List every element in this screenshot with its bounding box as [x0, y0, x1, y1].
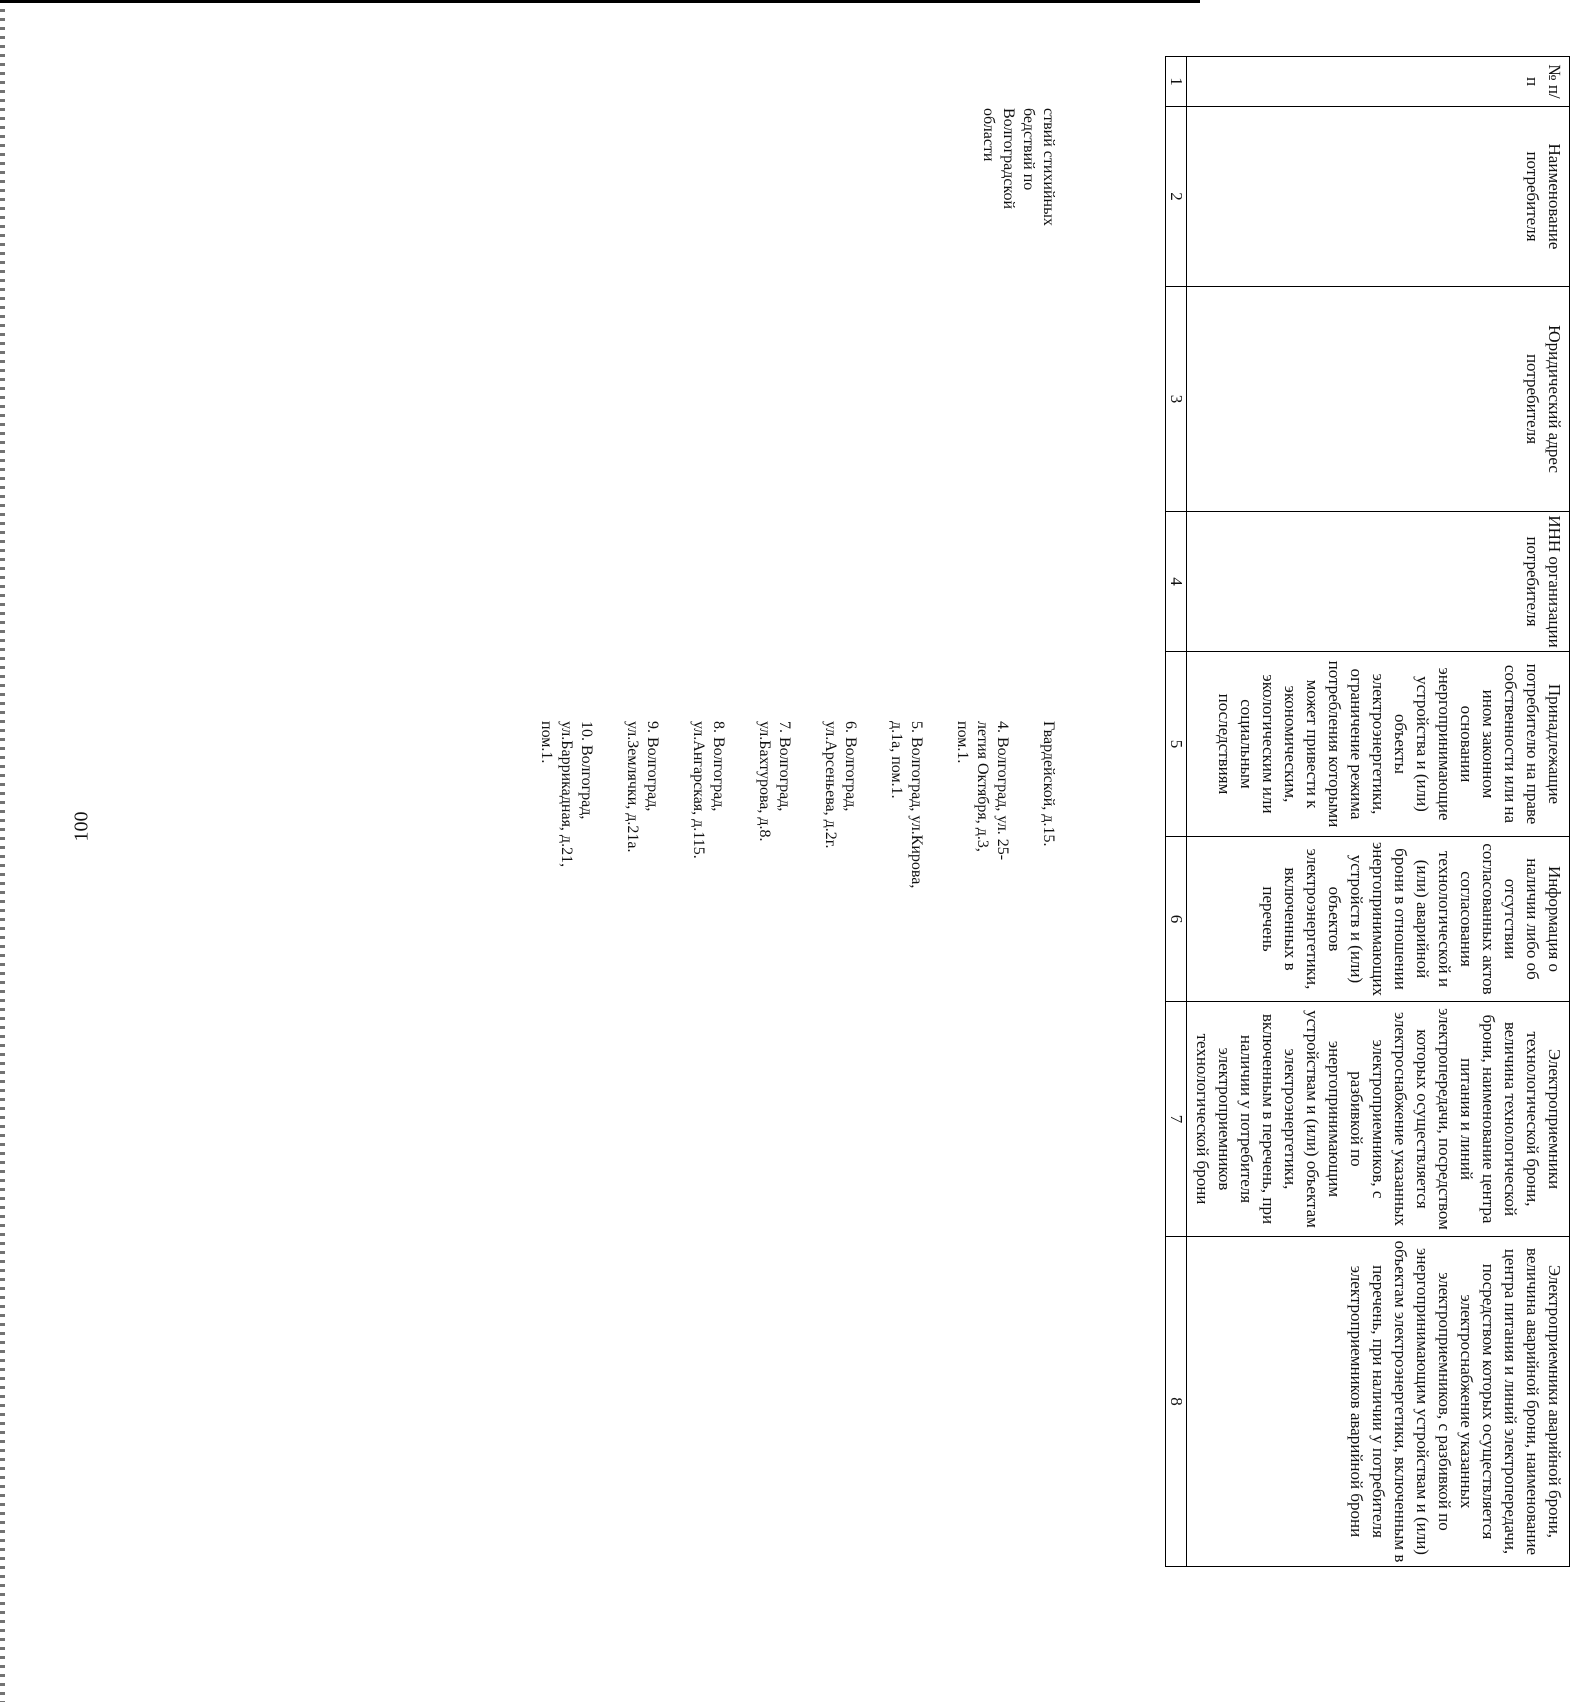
header-technological-reserve: Электроприемники технологической брони, величина технологической брони, наименование центра питания и линий электропередачи, посредством которых осуществляется электроснабжение указанных электроприемников, с разбивкой по энергопринимающим устройствам и (или) объектам электроэнергетики, включенным в перечень, при наличии у потребителя электроприемников технологической брони	[1187, 1002, 1570, 1237]
scan-left-edge	[0, 0, 5, 1702]
address-item: 10. Волгоград, ул.Баррикадная, д.21, пом.1.	[538, 721, 595, 868]
address-item: Гвардейской, д.15.	[1040, 721, 1057, 847]
column-number-row	[1166, 57, 1187, 1567]
table-header-row	[1187, 57, 1570, 1567]
consumer-name-continuation: ствий стихийных бедствий по Волгоградской области	[980, 108, 1057, 226]
page-number: 100	[70, 811, 93, 842]
address-item: 6. Волгоград, ул.Арсеньева, д.2г.	[822, 721, 859, 849]
header-inn: ИНН организации потребителя	[1187, 512, 1570, 652]
column-number: 1	[1166, 57, 1187, 107]
address-item: 8. Волгоград, ул.Ангарская, д.115.	[690, 721, 727, 859]
address-item: 5. Волгоград, ул.Кирова, д.1а, пом.1.	[888, 721, 925, 889]
column-number: 4	[1166, 512, 1187, 652]
column-number: 7	[1166, 1002, 1187, 1237]
column-number: 3	[1166, 287, 1187, 512]
column-number: 6	[1166, 837, 1187, 1002]
scan-top-edge	[0, 0, 1200, 3]
rotated-page	[538, 56, 1570, 1566]
header-consumer-name: Наименование потребителя	[1187, 107, 1570, 287]
header-acts-info: Информация о наличии либо об отсутствии согласованных актов согласования технологической и (или) аварийной брони в отношении энергопринимающих устройств и (или) объектов электроэнергетики, включенных в перечень	[1187, 837, 1570, 1002]
column-number: 8	[1166, 1237, 1187, 1567]
column-number: 5	[1166, 652, 1187, 837]
header-number: № п/п	[1187, 57, 1570, 107]
header-devices: Принадлежащие потребителю на праве собственности или на ином законном основании энергопринимающие устройства и (или) объекты электроэнергетики, ограничение режима потребления которыми может привести к экономическим, экологическим или социальным последствиям	[1187, 652, 1570, 837]
header-emergency-reserve: Электроприемники аварийной брони, величина аварийной брони, наименование центра питания и линий электропередачи, посредством которых осуществляется электроснабжение указанных электроприемников, с разбивкой по энергопринимающим устройствам и (или) объектам электроэнергетики, включенным в перечень, при наличии у потребителя электроприемников аварийной брони	[1187, 1237, 1570, 1567]
header-legal-address: Юридический адрес потребителя	[1187, 287, 1570, 512]
address-item: 4. Волгоград, ул. 25-летия Октября, д.3, пом.1.	[954, 721, 1011, 861]
address-item: 7. Волгоград, ул.Бахтурова, д.8.	[756, 721, 793, 842]
address-list	[510, 721, 1058, 896]
column-number: 2	[1166, 107, 1187, 287]
consumer-table	[1165, 56, 1570, 1567]
address-item: 9. Волгоград, ул.Землячки, д.21а.	[624, 721, 661, 853]
